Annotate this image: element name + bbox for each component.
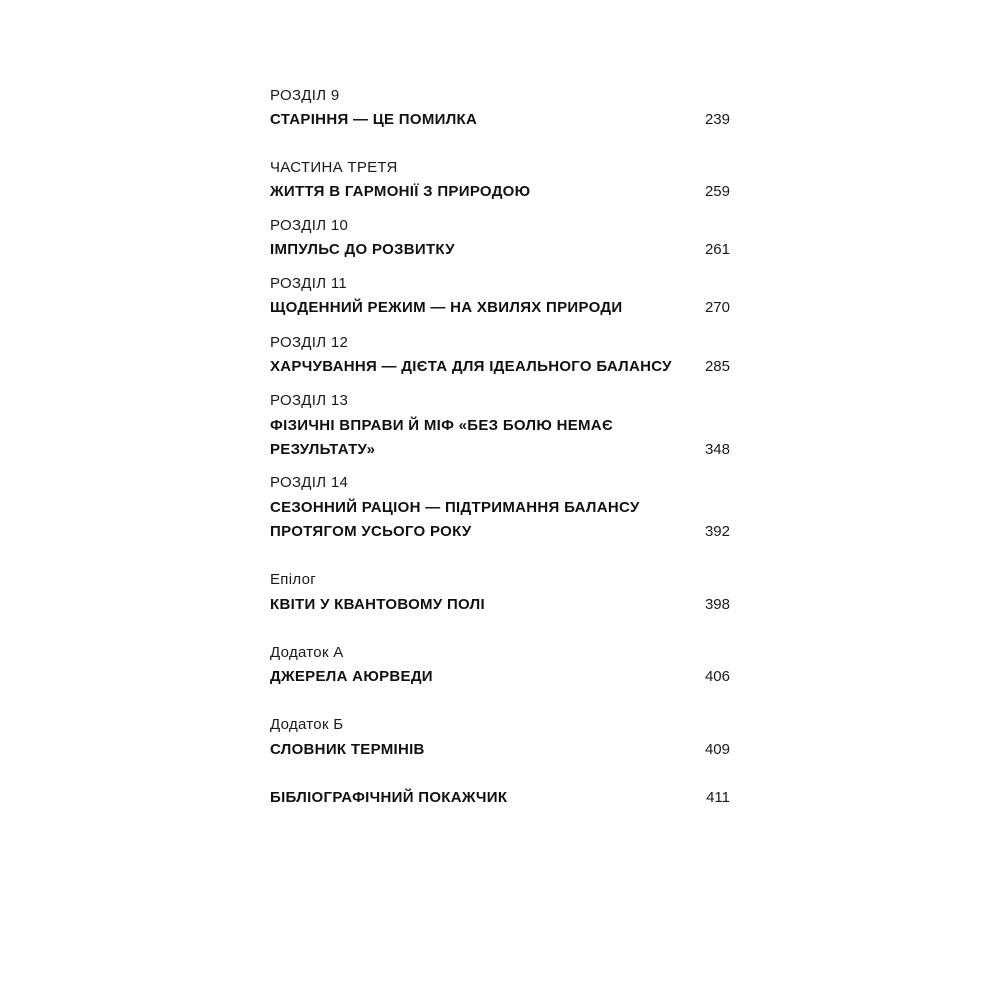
toc-page-number: 261	[704, 241, 730, 258]
toc-page-number: 270	[704, 299, 730, 316]
toc-entry-title: ДЖЕРЕЛА АЮРВЕДИ	[270, 668, 433, 685]
toc-entry-title-line2: РЕЗУЛЬТАТУ»	[270, 441, 376, 458]
toc-entry-title: ЩОДЕННИЙ РЕЖИМ — НА ХВИЛЯХ ПРИРОДИ	[270, 299, 623, 316]
toc-entry-title: КВІТИ У КВАНТОВОМУ ПОЛІ	[270, 596, 485, 613]
toc-entry-title-line1: ФІЗИЧНІ ВПРАВИ Й МІФ «БЕЗ БОЛЮ НЕМАЄ	[270, 417, 613, 434]
toc-entry-title: ХАРЧУВАННЯ — ДІЄТА ДЛЯ ІДЕАЛЬНОГО БАЛАНСУ	[270, 358, 672, 375]
toc-section-label: РОЗДІЛ 9	[270, 87, 340, 104]
table-of-contents	[270, 0, 730, 1000]
toc-page-number: 398	[704, 596, 730, 613]
toc-section-label: Епілог	[270, 571, 316, 588]
toc-entry-title: ЖИТТЯ В ГАРМОНІЇ З ПРИРОДОЮ	[270, 183, 531, 200]
toc-page-number: 259	[704, 183, 730, 200]
toc-entry-title: БІБЛІОГРАФІЧНИЙ ПОКАЖЧИК	[270, 789, 508, 806]
toc-page-number: 411	[706, 789, 730, 806]
toc-entry-title-line2: ПРОТЯГОМ УСЬОГО РОКУ	[270, 523, 472, 540]
toc-page-number: 406	[704, 668, 730, 685]
toc-section-label: РОЗДІЛ 14	[270, 474, 349, 491]
toc-page-number: 285	[704, 358, 730, 375]
toc-section-label: РОЗДІЛ 10	[270, 217, 349, 234]
toc-page-number: 239	[704, 111, 730, 128]
toc-section-label: Додаток А	[270, 644, 344, 661]
toc-entry-title: ІМПУЛЬС ДО РОЗВИТКУ	[270, 241, 455, 258]
toc-section-label: РОЗДІЛ 13	[270, 392, 349, 409]
toc-section-label: РОЗДІЛ 11	[270, 275, 348, 292]
toc-section-label: ЧАСТИНА ТРЕТЯ	[270, 159, 398, 176]
toc-entry-title: СЛОВНИК ТЕРМІНІВ	[270, 741, 425, 758]
toc-section-label: РОЗДІЛ 12	[270, 334, 349, 351]
toc-page-number: 409	[704, 741, 730, 758]
toc-entry-title-line1: СЕЗОННИЙ РАЦІОН — ПІДТРИМАННЯ БАЛАНСУ	[270, 499, 640, 516]
toc-page-number: 348	[704, 441, 730, 458]
toc-section-label: Додаток Б	[270, 716, 344, 733]
toc-entry-title: СТАРІННЯ — ЦЕ ПОМИЛКА	[270, 111, 478, 128]
toc-page-number: 392	[704, 523, 730, 540]
